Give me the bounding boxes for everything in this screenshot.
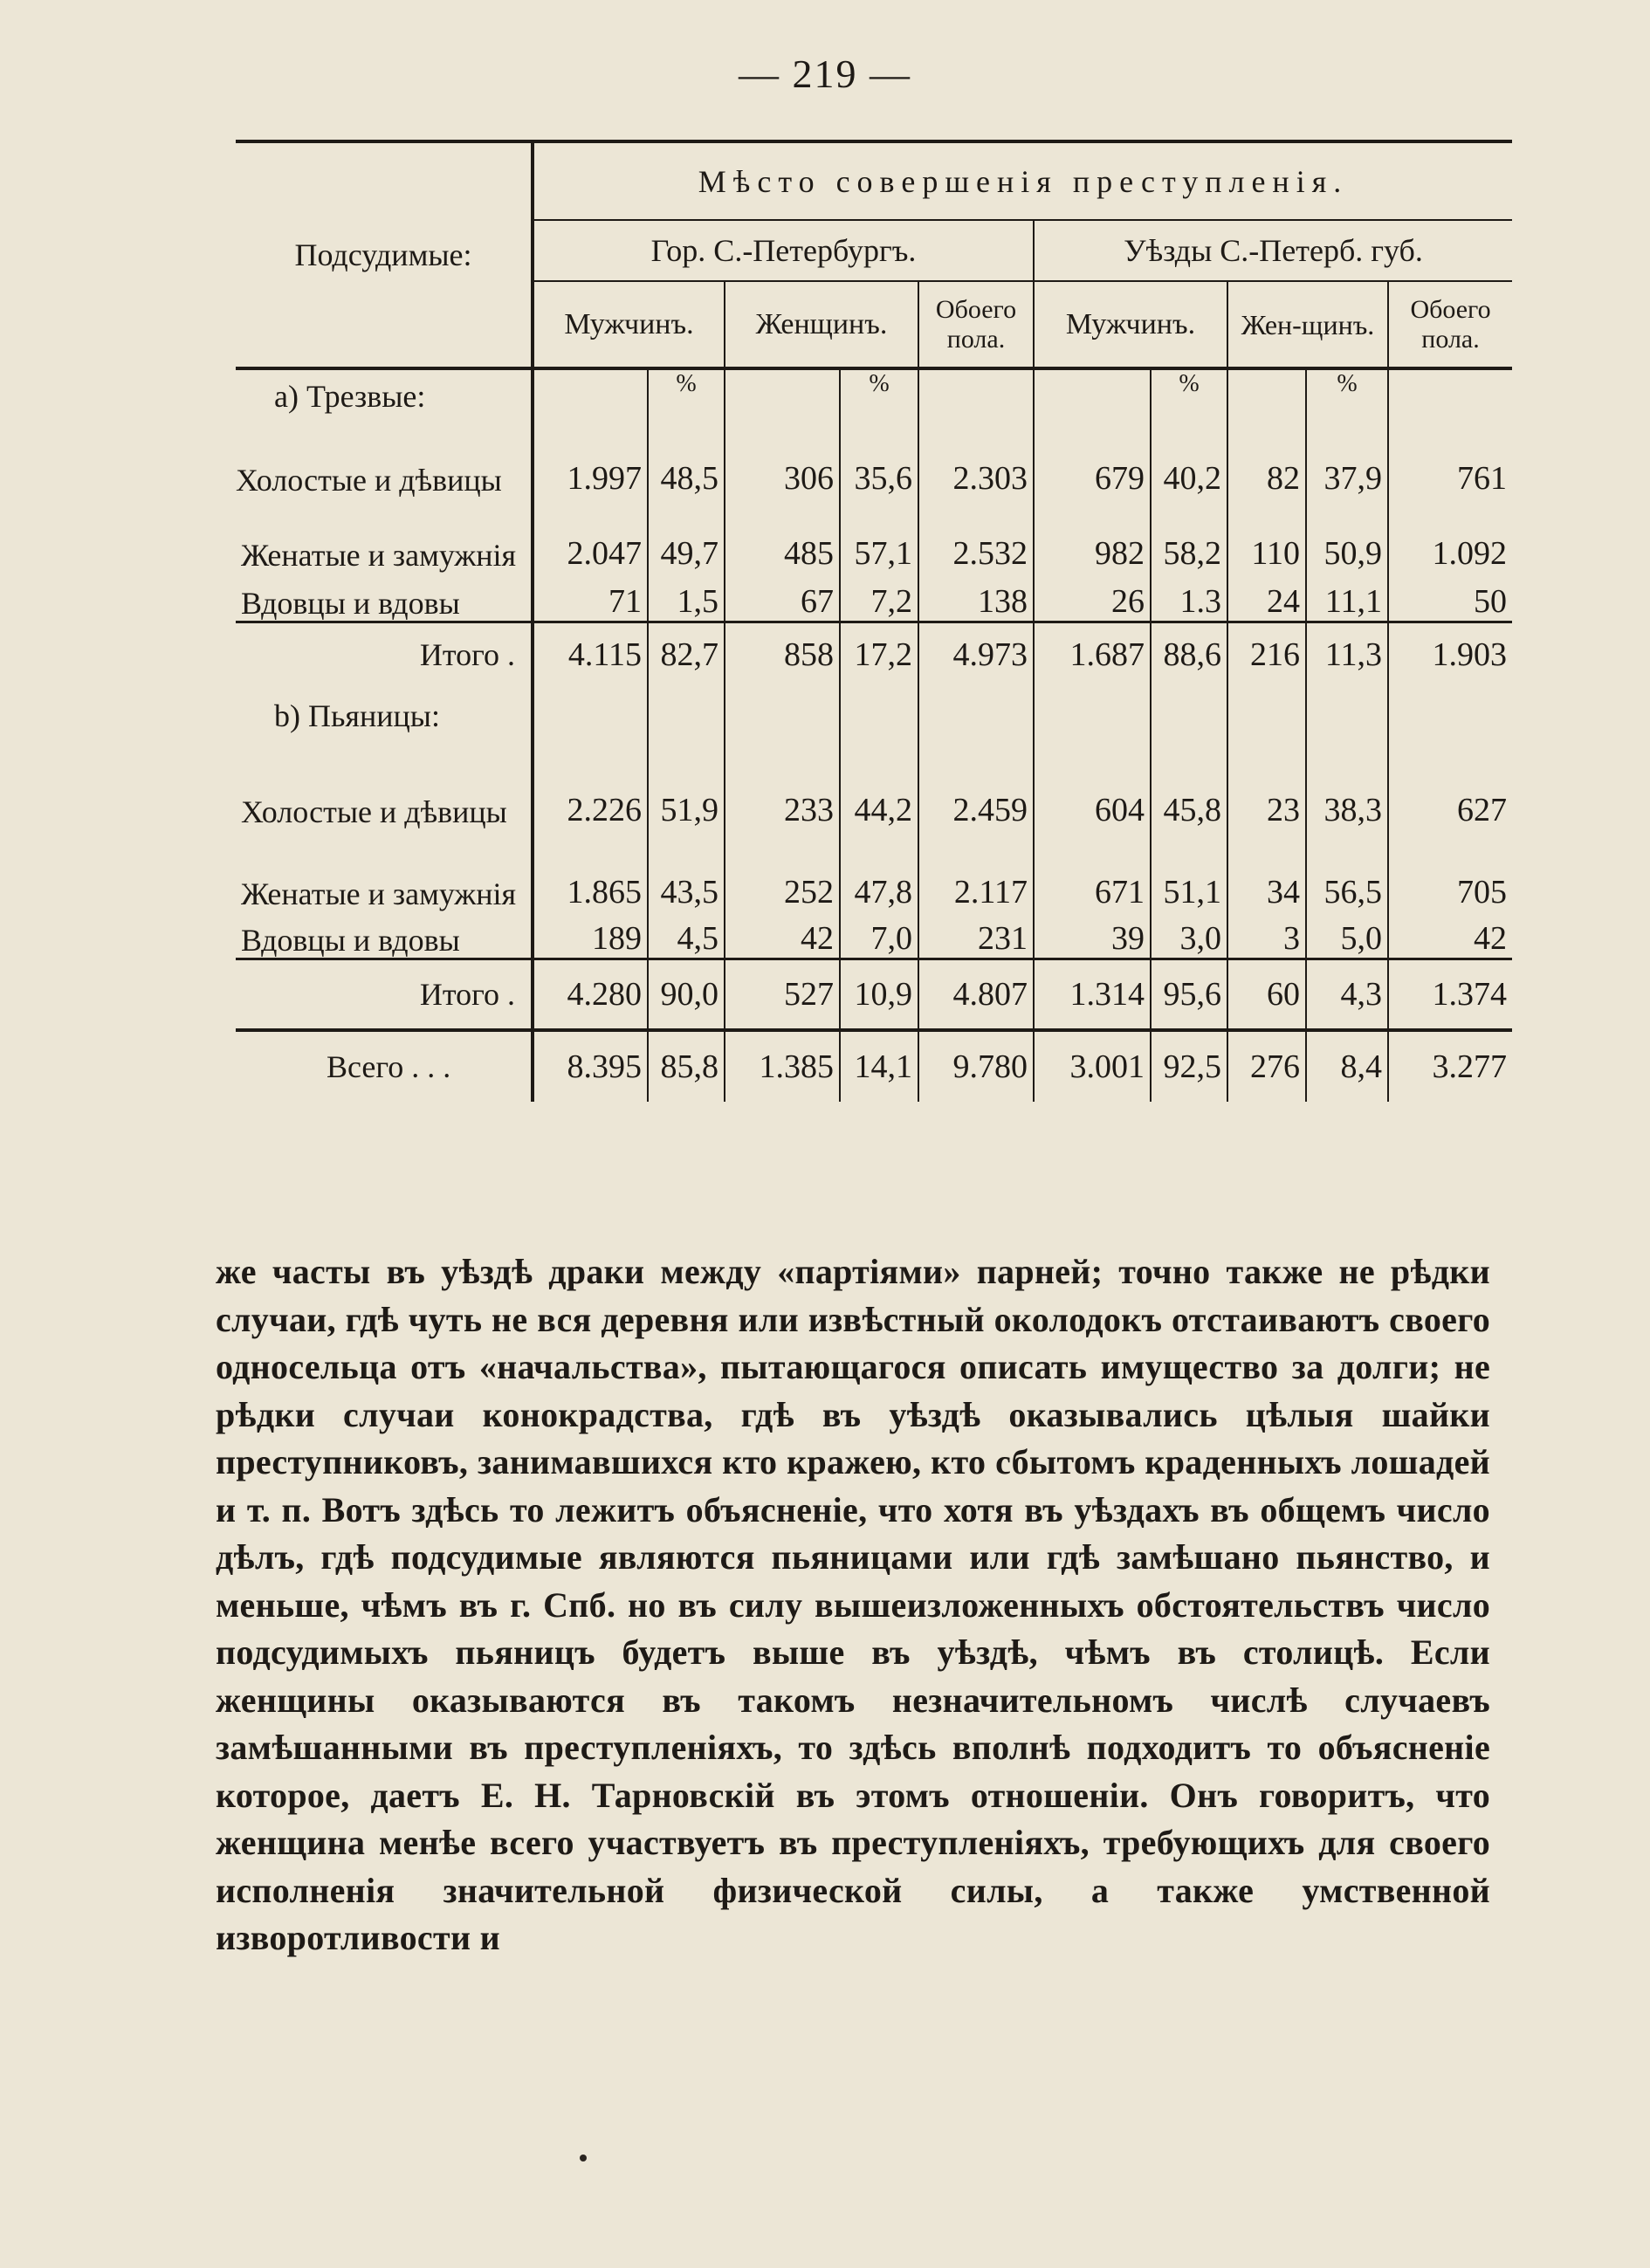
cell: 49,7	[648, 498, 725, 573]
cell: 51,1	[1151, 829, 1227, 911]
cell: 43,5	[648, 829, 725, 911]
cell: 50	[1388, 573, 1512, 622]
group-header-spb: Гор. С.-Петербургъ.	[533, 220, 1034, 281]
cell: 45,8	[1151, 746, 1227, 829]
cell: 671	[1034, 829, 1151, 911]
cell: 627	[1388, 746, 1512, 829]
cell: 1.865	[533, 829, 648, 911]
cell: 3,0	[1151, 911, 1227, 959]
cell: 11,3	[1306, 622, 1388, 686]
cell: 276	[1227, 1030, 1306, 1102]
cell: 2.532	[918, 498, 1034, 573]
cell: 1.314	[1034, 959, 1151, 1030]
row-label: Женатые и замужнія	[241, 876, 517, 911]
cell: 3.277	[1388, 1030, 1512, 1102]
cell: 26	[1034, 573, 1151, 622]
cell: 44,2	[840, 746, 918, 829]
cell: 138	[918, 573, 1034, 622]
cell: 3.001	[1034, 1030, 1151, 1102]
grand-total-label: Всего . . .	[236, 1030, 533, 1102]
cell: 1.374	[1388, 959, 1512, 1030]
col-header-women-uezdy: Жен-щинъ.	[1227, 281, 1388, 368]
cell: 2.226	[533, 746, 648, 829]
cell: 51,9	[648, 746, 725, 829]
cell: 8.395	[533, 1030, 648, 1102]
col-header-men-uezdy: Мужчинъ.	[1034, 281, 1227, 368]
statistics-table	[236, 140, 1512, 1102]
cell: 24	[1227, 573, 1306, 622]
cell: 39	[1034, 911, 1151, 959]
cell: 4,5	[648, 911, 725, 959]
cell: 705	[1388, 829, 1512, 911]
row-label: Холостые и дѣвицы	[236, 463, 502, 498]
cell: 1.997	[533, 423, 648, 498]
section-title-drunk: b) Пьяницы:	[274, 698, 440, 733]
total-label: Итого .	[236, 959, 533, 1030]
percent-mark: %	[840, 368, 918, 423]
cell: 11,1	[1306, 573, 1388, 622]
cell: 982	[1034, 498, 1151, 573]
cell: 92,5	[1151, 1030, 1227, 1102]
cell: 60	[1227, 959, 1306, 1030]
cell: 231	[918, 911, 1034, 959]
cell: 14,1	[840, 1030, 918, 1102]
percent-mark: %	[1306, 368, 1388, 423]
cell: 4.280	[533, 959, 648, 1030]
cell: 88,6	[1151, 622, 1227, 686]
cell: 35,6	[840, 423, 918, 498]
cell: 4.115	[533, 622, 648, 686]
row-label: Вдовцы и вдовы	[241, 922, 460, 958]
cell: 10,9	[840, 959, 918, 1030]
cell: 50,9	[1306, 498, 1388, 573]
cell: 5,0	[1306, 911, 1388, 959]
percent-mark: %	[1151, 368, 1227, 423]
cell: 85,8	[648, 1030, 725, 1102]
cell: 1.385	[725, 1030, 840, 1102]
cell: 216	[1227, 622, 1306, 686]
cell: 90,0	[648, 959, 725, 1030]
col-header-both-spb: Обоего пола.	[918, 281, 1034, 368]
cell: 34	[1227, 829, 1306, 911]
col-header-men-spb: Мужчинъ.	[533, 281, 725, 368]
cell: 485	[725, 498, 840, 573]
cell: 57,1	[840, 498, 918, 573]
group-header-uezdy: Уѣзды С.-Петерб. губ.	[1034, 220, 1512, 281]
cell: 8,4	[1306, 1030, 1388, 1102]
cell: 23	[1227, 746, 1306, 829]
col-header-women-spb: Женщинъ.	[725, 281, 918, 368]
cell: 527	[725, 959, 840, 1030]
cell: 42	[725, 911, 840, 959]
cell: 858	[725, 622, 840, 686]
total-label: Итого .	[236, 622, 533, 686]
cell: 82	[1227, 423, 1306, 498]
cell: 4,3	[1306, 959, 1388, 1030]
percent-mark: %	[648, 368, 725, 423]
cell: 40,2	[1151, 423, 1227, 498]
cell: 761	[1388, 423, 1512, 498]
place-header: Мѣсто совершенія преступленія.	[533, 141, 1512, 220]
cell: 1.092	[1388, 498, 1512, 573]
ink-speck	[580, 2155, 587, 2161]
cell: 2.047	[533, 498, 648, 573]
cell: 58,2	[1151, 498, 1227, 573]
cell: 37,9	[1306, 423, 1388, 498]
cell: 82,7	[648, 622, 725, 686]
cell: 189	[533, 911, 648, 959]
cell: 48,5	[648, 423, 725, 498]
cell: 110	[1227, 498, 1306, 573]
cell: 2.459	[918, 746, 1034, 829]
cell: 38,3	[1306, 746, 1388, 829]
cell: 604	[1034, 746, 1151, 829]
cell: 3	[1227, 911, 1306, 959]
cell: 7,0	[840, 911, 918, 959]
cell: 47,8	[840, 829, 918, 911]
cell: 17,2	[840, 622, 918, 686]
row-label: Холостые и дѣвицы	[241, 794, 507, 829]
cell: 4.807	[918, 959, 1034, 1030]
cell: 1,5	[648, 573, 725, 622]
cell: 1.903	[1388, 622, 1512, 686]
cell: 95,6	[1151, 959, 1227, 1030]
paragraph: же часты въ уѣздѣ драки между «партіями» парней; точно также не рѣдки случаи, гдѣ чуть не вся деревня или извѣстный околодокъ отстаиваютъ своего односельца отъ «начальства», пытающагося описать имущество за долги; не рѣдки случаи конокрадства, гдѣ въ уѣздѣ оказывались цѣлыя шайки преступниковъ, занимавшихся кто кражею, кто сбытомъ краденныхъ лошадей и т. п. Вотъ здѣсь то лежитъ объясненіе, что хотя въ уѣздахъ въ общемъ число дѣлъ, гдѣ подсудимые являются пьяницами или гдѣ замѣшано пьянство, и меньше, чѣмъ въ г. Спб. но въ силу вышеизложенныхъ обстоятельствъ число подсудимыхъ пьяницъ будетъ выше въ уѣздѣ, чѣмъ въ столицѣ. Если женщины оказываются въ такомъ незначительномъ числѣ случаевъ замѣшанными въ преступленіяхъ, то здѣсь вполнѣ подходитъ то объясненіе которое, даетъ Е. Н. Тарновскій въ этомъ отношеніи. Онъ говоритъ, что женщина менѣе всего участвуетъ въ преступленіяхъ, требующихъ для своего исполненія значительной физической силы, а также умственной изворотливости и	[216, 1252, 1490, 1957]
cell: 679	[1034, 423, 1151, 498]
cell: 71	[533, 573, 648, 622]
cell: 1.3	[1151, 573, 1227, 622]
row-header: Подсудимые:	[236, 141, 533, 368]
cell: 56,5	[1306, 829, 1388, 911]
cell: 1.687	[1034, 622, 1151, 686]
cell: 42	[1388, 911, 1512, 959]
cell: 67	[725, 573, 840, 622]
row-label: Вдовцы и вдовы	[241, 585, 460, 621]
section-title-sober: a) Трезвые:	[274, 379, 426, 414]
cell: 2.303	[918, 423, 1034, 498]
body-text	[216, 1248, 1490, 1962]
cell: 233	[725, 746, 840, 829]
cell: 306	[725, 423, 840, 498]
cell: 2.117	[918, 829, 1034, 911]
cell: 4.973	[918, 622, 1034, 686]
cell: 252	[725, 829, 840, 911]
statistics-table-container	[236, 140, 1512, 1102]
page-number: — 219 —	[739, 52, 911, 96]
col-header-both-uezdy: Обоего пола.	[1388, 281, 1512, 368]
cell: 7,2	[840, 573, 918, 622]
row-label: Женатые и замужнія	[241, 538, 517, 573]
cell: 9.780	[918, 1030, 1034, 1102]
